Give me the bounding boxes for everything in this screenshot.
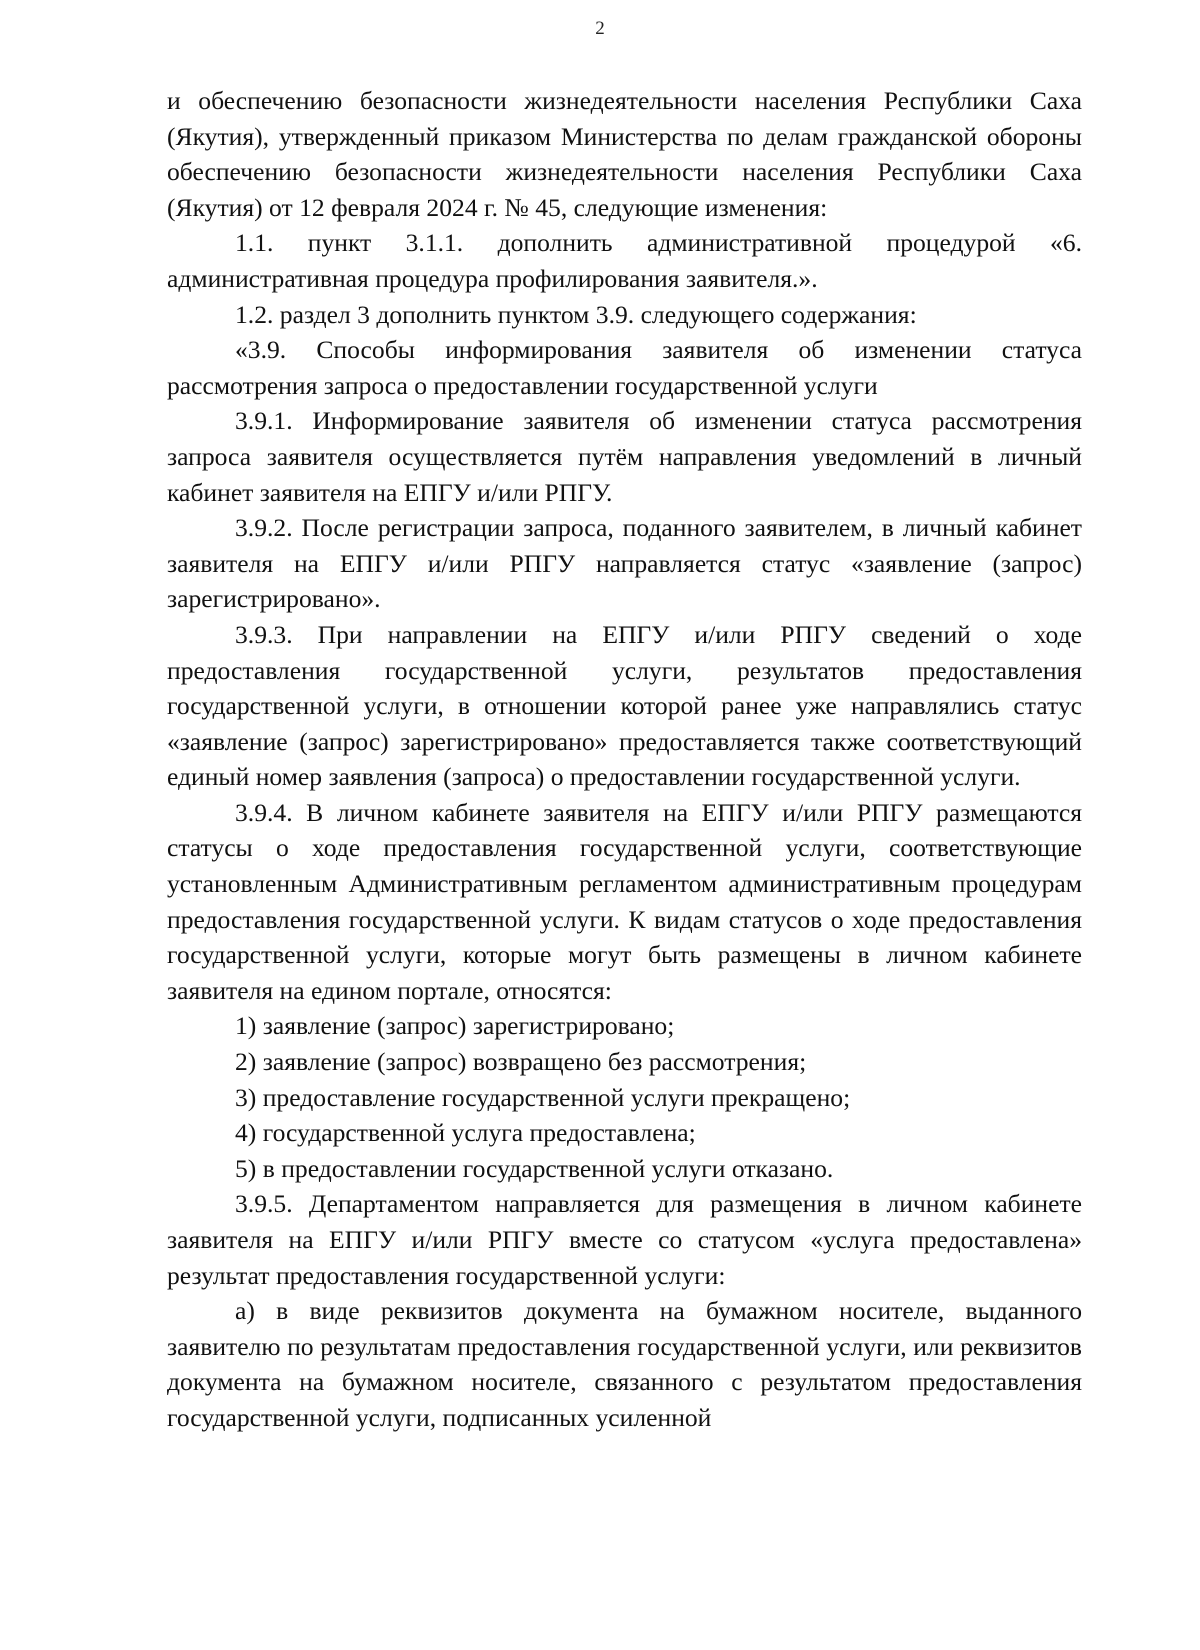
paragraph-3-9-5-a: а) в виде реквизитов документа на бумажном носителе, выданного заявителю по результатам предоставления государственной услуги, или реквизитов документа на бумажном носителе, связанного с результатом предоставления государственной услуги, подписанных усиленной	[167, 1296, 1082, 1432]
paragraph-3-9-4: 3.9.4. В личном кабинете заявителя на ЕПГУ и/или РПГУ размещаются статусы о ходе предоставления государственной услуги, соответствующие установленным Административным регламентом административным процедурам предоставления государственной услуги. К видам статусов о ходе предоставления государственной услуги, которые могут быть размещены в личном кабинете заявителя на едином портале, относятся:	[167, 797, 1082, 1005]
status-list-item-1: 1) заявление (запрос) зарегистрировано;	[235, 1011, 675, 1041]
status-list-item-3: 3) предоставление государственной услуги прекращено;	[235, 1082, 851, 1112]
status-list-item-2: 2) заявление (запрос) возвращено без рассмотрения;	[235, 1047, 807, 1077]
paragraph-3-9-5: 3.9.5. Департаментом направляется для размещения в личном кабинете заявителя на ЕПГУ и/или РПГУ вместе со статусом «услуга предоставлена» результат предоставления государственной услуги:	[167, 1189, 1082, 1290]
paragraph-3-9-heading: «3.9. Способы информирования заявителя об изменении статуса рассмотрения запроса о предоставлении государственной услуги	[167, 335, 1082, 400]
paragraph-3-9-2: 3.9.2. После регистрации запроса, поданного заявителем, в личный кабинет заявителя на ЕПГУ и/или РПГУ направляется статус «заявление (запрос) зарегистрировано».	[167, 513, 1082, 614]
paragraph-intro-continuation: и обеспечению безопасности жизнедеятельности населения Республики Саха (Якутия), утвержденный приказом Министерства по делам гражданской обороны обеспечению безопасности жизнедеятельности населения Республики Саха (Якутия) от 12 февраля 2024 г. № 45, следующие изменения:	[167, 86, 1082, 222]
page-number: 2	[595, 18, 605, 39]
paragraph-1-2: 1.2. раздел 3 дополнить пунктом 3.9. следующего содержания:	[235, 299, 917, 329]
document-body	[167, 83, 1082, 1436]
paragraph-3-9-1: 3.9.1. Информирование заявителя об изменении статуса рассмотрения запроса заявителя осуществляется путём направления уведомлений в личный кабинет заявителя на ЕПГУ и/или РПГУ.	[167, 406, 1082, 507]
paragraph-3-9-3: 3.9.3. При направлении на ЕПГУ и/или РПГУ сведений о ходе предоставления государственной услуги, результатов предоставления государственной услуги, в отношении которой ранее уже направлялись статус «заявление (запрос) зарегистрировано» предоставляется также соответствующий единый номер заявления (запроса) о предоставлении государственной услуги.	[167, 619, 1082, 792]
status-list-item-5: 5) в предоставлении государственной услуги отказано.	[235, 1153, 834, 1183]
status-list-item-4: 4) государственной услуга предоставлена;	[235, 1118, 696, 1148]
paragraph-1-1: 1.1. пункт 3.1.1. дополнить административной процедурой «6. административная процедура профилирования заявителя.».	[167, 228, 1082, 293]
